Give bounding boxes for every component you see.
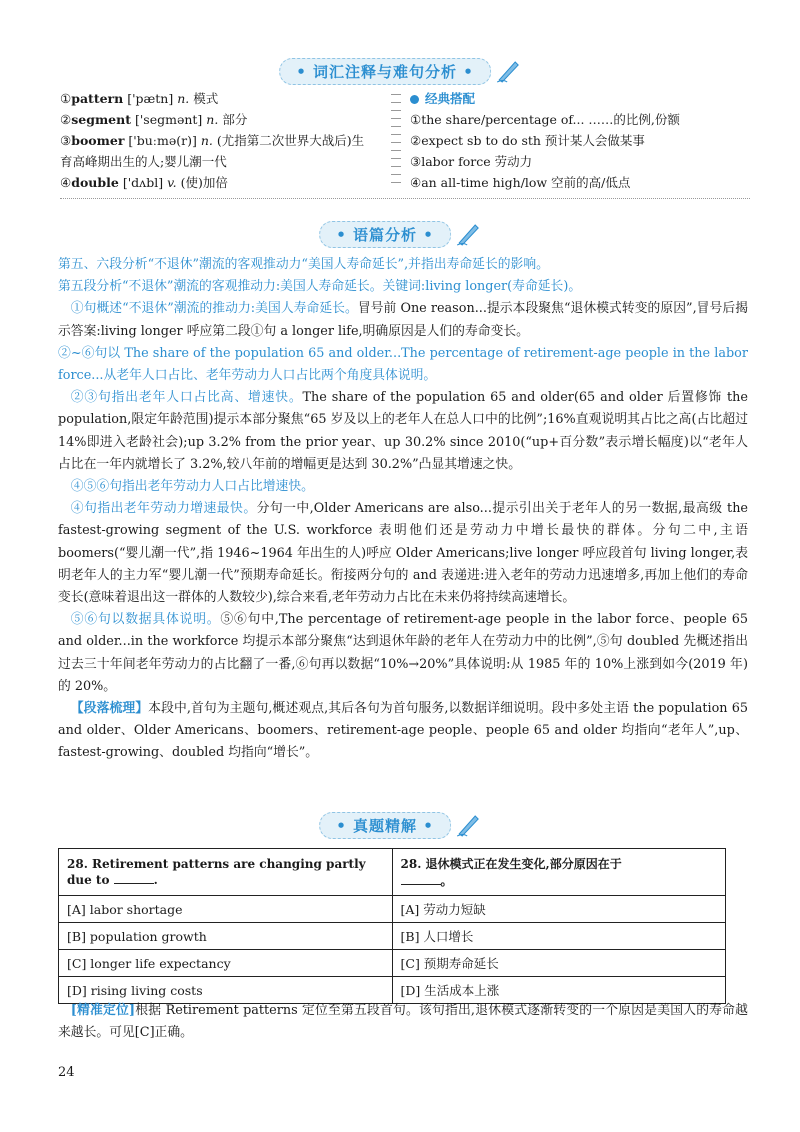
question-table xyxy=(58,848,726,1004)
pen-icon xyxy=(455,812,481,838)
section-divider xyxy=(60,198,750,199)
exam-section-title: • 真题精解 • xyxy=(319,812,451,839)
phrase-heading: 经典搭配 xyxy=(410,88,740,109)
option-zh: [D] 生活成本上涨 xyxy=(392,977,726,1004)
question-stem-zh: 28. 退休模式正在发生变化,部分原因在于 。 xyxy=(392,849,726,896)
analysis-sentences-2-3: ②③句指出老年人口占比高、增速快。The share of the population 65 and older(65 and older 后置修饰 the population,限定年龄范围)提示本部分聚焦“65 岁及以上的老年人在总人口中的比例”;16%直观说明其占比之高(占比超过 14%即进入老龄社会);up 3.2% from the prior year、up 30.2% since 2010(“up+百分数”表示增长幅度)以“老年人占比在一年内就增长了 3.2%,较八年前的增幅更是达到 30.2%”凸显其增速之快。 xyxy=(58,390,749,472)
analysis-para-summary: 第五段分析“不退休”潮流的客观推动力:美国人寿命延长。关键词:living longer(寿命延长)。 xyxy=(58,279,582,295)
exam-section-banner xyxy=(319,812,481,838)
analysis-sentences-4-6: ④⑤⑥句指出老年劳动力人口占比增速快。 xyxy=(70,479,314,495)
vocab-section-banner xyxy=(279,58,521,84)
option-row xyxy=(59,896,726,923)
vocab-section-title: • 词汇注释与难句分析 • xyxy=(279,58,491,85)
analysis-sentences-2-6: ②~⑥句以 The share of the population 65 and older...The percentage of retirement-age people in the labor force...从老年人口占比、老年劳动力人口占比两个角度具体说明。 xyxy=(58,345,748,384)
answer-label: [精准定位] xyxy=(70,1003,136,1018)
vocab-item: ②segment ['segmənt] n. 部分 xyxy=(60,112,248,127)
answer-blank xyxy=(401,872,441,885)
analysis-section-banner xyxy=(319,221,481,247)
vocab-item: ③boomer ['buːmə(r)] n. (尤指第二次世界大战后)生 xyxy=(60,133,365,148)
question-stem-en: 28. Retirement patterns are changing partly due to . xyxy=(59,849,393,896)
vocab-item-continued: 育高峰期出生的人;婴儿潮一代 xyxy=(60,154,227,169)
analysis-body xyxy=(58,254,748,765)
phrase-item: ④an all-time high/low 空前的高/低点 xyxy=(410,175,631,190)
vocab-list xyxy=(60,88,380,193)
vocab-item: ④double ['dʌbl] v. (使)加倍 xyxy=(60,175,228,190)
option-en: [D] rising living costs xyxy=(59,977,393,1004)
phrase-item: ②expect sb to do sth 预计某人会做某事 xyxy=(410,133,645,148)
analysis-section-title: • 语篇分析 • xyxy=(319,221,451,248)
column-divider xyxy=(391,90,401,188)
analysis-sentence-1: ①句概述“不退休”潮流的推动力:美国人寿命延长。冒号前 One reason...提示本段聚焦“退休模式转变的原因”,冒号后揭示答案:living longer 呼应第二段①句 a longer life,明确原因是人们的寿命变长。 xyxy=(58,301,748,339)
analysis-summary: 第五、六段分析“不退休”潮流的客观推动力“美国人寿命延长”,并指出寿命延长的影响。 xyxy=(58,257,549,272)
option-row xyxy=(59,923,726,950)
analysis-sentences-5-6: ⑤⑥句以数据具体说明。⑤⑥句中,The percentage of retirement-age people in the labor force、people 65 and older...in the workforce 均提示本部分聚焦“达到退休年龄的老年人在劳动力中的比例”,⑤句 doubled 先概述指出过去三十年间老年劳动力的占比翻了一番,⑥句再以数据“10%→20%”具体说明:从 1985 年的 10%上涨到如今(2019 年)的 20%。 xyxy=(58,612,749,694)
pen-icon xyxy=(455,221,481,247)
vocab-item: ①pattern ['pætn] n. 模式 xyxy=(60,91,219,106)
phrase-list xyxy=(410,88,740,193)
option-en: [B] population growth xyxy=(59,923,393,950)
option-row xyxy=(59,950,726,977)
phrase-item: ③labor force 劳动力 xyxy=(410,154,533,169)
pen-icon xyxy=(495,58,521,84)
option-zh: [A] 劳动力短缺 xyxy=(392,896,726,923)
phrase-item: ①the share/percentage of... ……的比例,份额 xyxy=(410,112,680,127)
bullet-icon xyxy=(410,95,419,104)
option-en: [C] longer life expectancy xyxy=(59,950,393,977)
analysis-sentence-4: ④句指出老年劳动力增速最快。分句一中,Older Americans are also...提示引出关于老年人的另一数据,最高级 the fastest-growing segment of the U.S. workforce 表明他们还是劳动力中增长最快的群体。分句二中,主语 boomers(“婴儿潮一代”,指 1946~1964 年出生的人)呼应 Older Americans;live longer 呼应段首句 living longer,表明老年人的主力军“婴儿潮一代”预期寿命延长。衔接两分句的 and 表递进:进入老年的劳动力迅速增多,再加上他们的寿命变长(意味着退出这一群体的人数较少),综合来看,老年劳动力占比在未来仍将持续高速增长。 xyxy=(58,501,749,606)
page-number: 24 xyxy=(58,1065,75,1080)
answer-explanation xyxy=(58,1000,748,1044)
option-en: [A] labor shortage xyxy=(59,896,393,923)
question-stem-row xyxy=(59,849,726,896)
option-zh: [C] 预期寿命延长 xyxy=(392,950,726,977)
answer-blank xyxy=(114,871,154,884)
paragraph-review: 【段落梳理】本段中,首句为主题句,概述观点,其后各句为首句服务,以数据详细说明。段中多处主语 the population 65 and older、Older Americans、boomers、retirement-age people、people 65 and older 均指向“老年人”,up、fastest-growing、doubled 均指向“增长”。 xyxy=(58,701,749,761)
option-zh: [B] 人口增长 xyxy=(392,923,726,950)
answer-text: 根据 Retirement patterns 定位至第五段首句。该句指出,退休模式逐渐转变的一个原因是美国人的寿命越来越长。可见[C]正确。 xyxy=(58,1003,748,1041)
